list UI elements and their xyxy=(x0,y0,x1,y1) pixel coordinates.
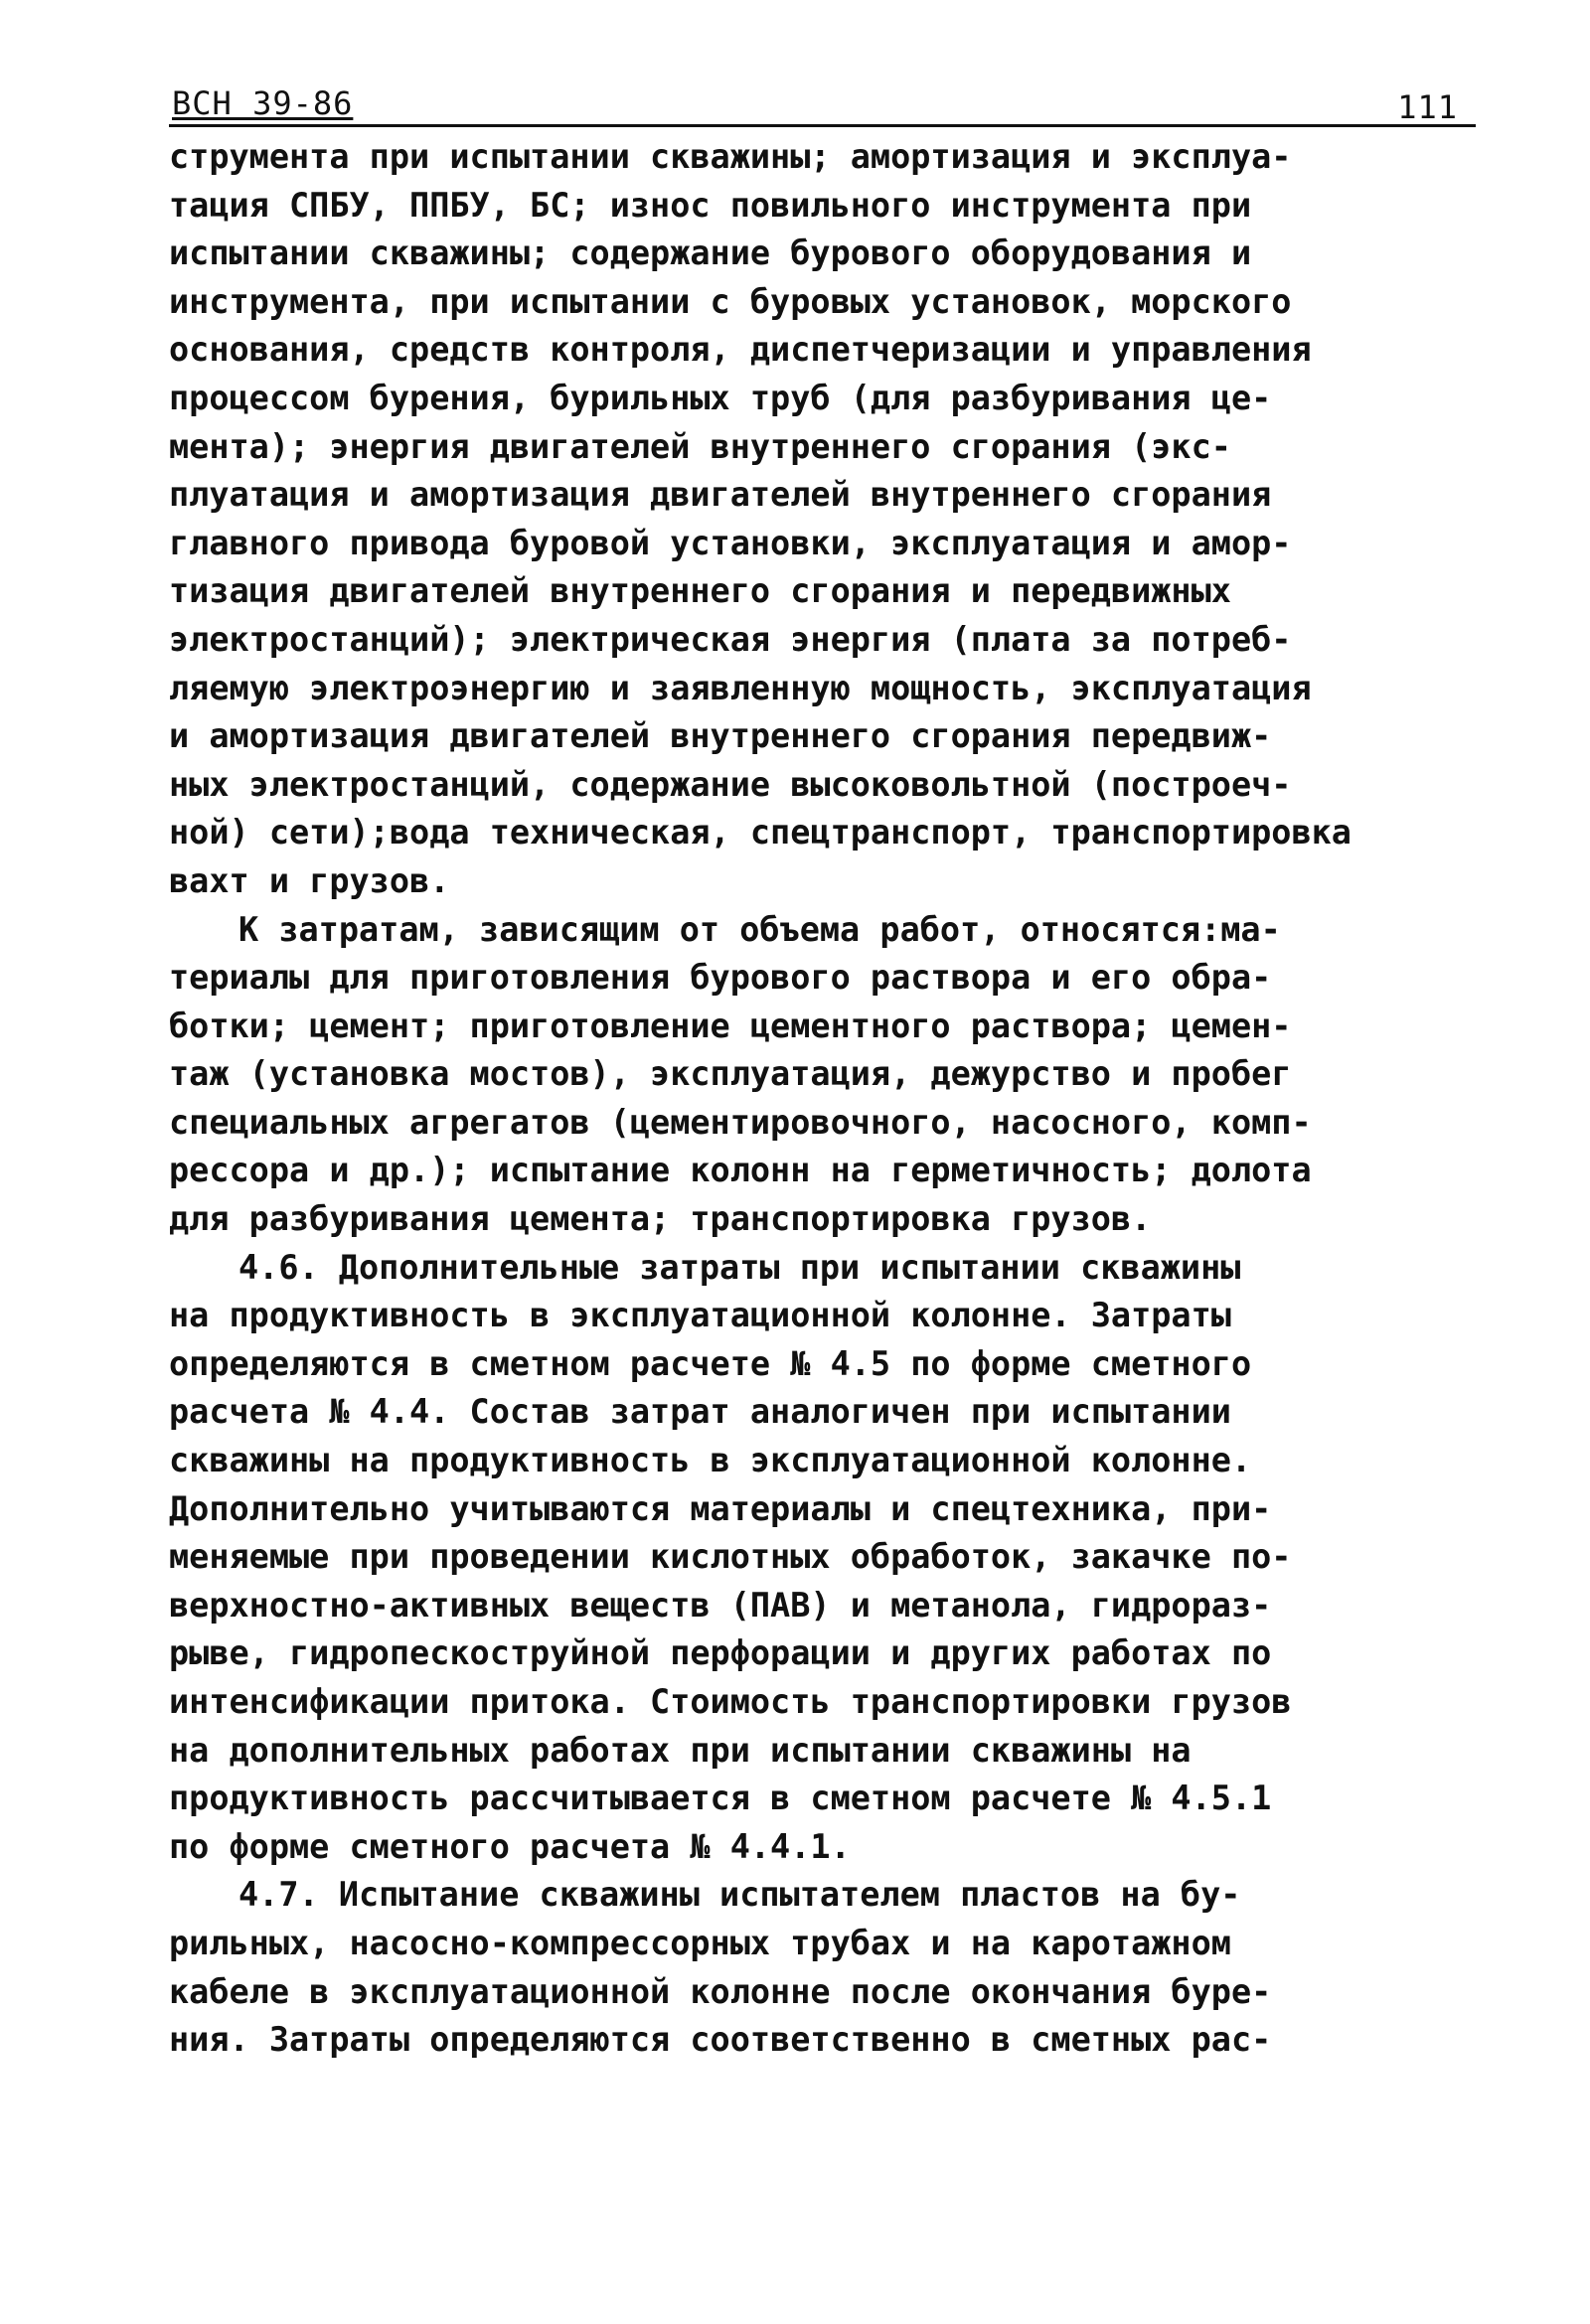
body-text xyxy=(169,133,1476,2065)
text-line: ния. Затраты определяются соответственно в сметных рас- xyxy=(169,2020,1272,2060)
text-line: специальных агрегатов (цементировочного, насосного, комп- xyxy=(169,1102,1312,1142)
document-page xyxy=(169,70,1476,2065)
text-line: рильных, насосно-компрессорных трубах и на каротажном xyxy=(169,1923,1231,1962)
text-line: для разбуривания цемента; транспортировка грузов. xyxy=(169,1199,1152,1239)
text-line: Дополнительно учитываются материалы и спецтехника, при- xyxy=(169,1488,1272,1528)
text-line: рессора и др.); испытание колонн на герметичность; долота xyxy=(169,1151,1312,1190)
page-number: 111 xyxy=(1397,88,1458,126)
text-line: на дополнительных работах при испытании скважины на xyxy=(169,1730,1192,1770)
text-line: кабеле в эксплуатационной колонне после окончания буре- xyxy=(169,1971,1272,2011)
text-line: интенсификации притока. Стоимость транспортировки грузов xyxy=(169,1682,1292,1721)
text-line: вахт и грузов. xyxy=(169,860,450,900)
section-4-6-heading-line: 4.6. Дополнительные затраты при испытании скважины xyxy=(238,1247,1241,1287)
text-line: тация СПБУ, ППБУ, БС; износ повильного инструмента при xyxy=(169,185,1252,225)
paragraph-start-line: К затратам, зависящим от объема работ, относятся:ма- xyxy=(238,909,1281,949)
text-line: процессом бурения, бурильных труб (для разбуривания це- xyxy=(169,378,1272,417)
text-line: тизация двигателей внутреннего сгорания и передвижных xyxy=(169,571,1231,611)
text-line: ботки; цемент; приготовление цементного раствора; цемен- xyxy=(169,1006,1292,1045)
text-line: териалы для приготовления бурового раствора и его обра- xyxy=(169,958,1272,998)
text-line: таж (установка мостов), эксплуатация, дежурство и пробег xyxy=(169,1054,1292,1094)
text-line: ляемую электроэнергию и заявленную мощность, эксплуатация xyxy=(169,668,1312,707)
text-line: расчета № 4.4. Состав затрат аналогичен при испытании xyxy=(169,1392,1231,1432)
text-line: скважины на продуктивность в эксплуатационной колонне. xyxy=(169,1441,1252,1480)
text-line: плуатация и амортизация двигателей внутреннего сгорания xyxy=(169,475,1272,515)
text-line: инструмента, при испытании с буровых установок, морского xyxy=(169,281,1292,321)
text-line: верхностно-активных веществ (ПАВ) и метанола, гидрораз- xyxy=(169,1585,1272,1625)
text-line: основания, средств контроля, диспетчеризации и управления xyxy=(169,330,1312,370)
text-line: определяются в сметном расчете № 4.5 по форме сметного xyxy=(169,1343,1252,1383)
text-line: на продуктивность в эксплуатационной колонне. Затраты xyxy=(169,1296,1231,1335)
text-line: ной) сети);вода техническая, спецтранспорт, транспортировка xyxy=(169,813,1352,852)
text-line: мента); энергия двигателей внутреннего сгорания (экс- xyxy=(169,426,1231,466)
text-line: испытании скважины; содержание бурового оборудования и xyxy=(169,233,1252,273)
text-line: струмента при испытании скважины; амортизация и эксплуа- xyxy=(169,137,1292,176)
document-code: ВСН 39-86 xyxy=(172,84,354,122)
text-line: и амортизация двигателей внутреннего сгорания передвиж- xyxy=(169,716,1272,756)
text-line: меняемые при проведении кислотных обработок, закачке по- xyxy=(169,1537,1292,1577)
section-4-7-heading-line: 4.7. Испытание скважины испытателем пластов на бу- xyxy=(238,1875,1241,1915)
text-line: по форме сметного расчета № 4.4.1. xyxy=(169,1826,851,1866)
page-header xyxy=(169,70,1476,127)
text-line: электростанций); электрическая энергия (плата за потреб- xyxy=(169,619,1292,659)
text-line: ных электростанций, содержание высоковольтной (построеч- xyxy=(169,764,1292,804)
text-line: рыве, гидропескоструйной перфорации и других работах по xyxy=(169,1633,1272,1673)
text-line: продуктивность рассчитывается в сметном расчете № 4.5.1 xyxy=(169,1779,1272,1818)
text-line: главного привода буровой установки, эксплуатация и амор- xyxy=(169,523,1292,562)
